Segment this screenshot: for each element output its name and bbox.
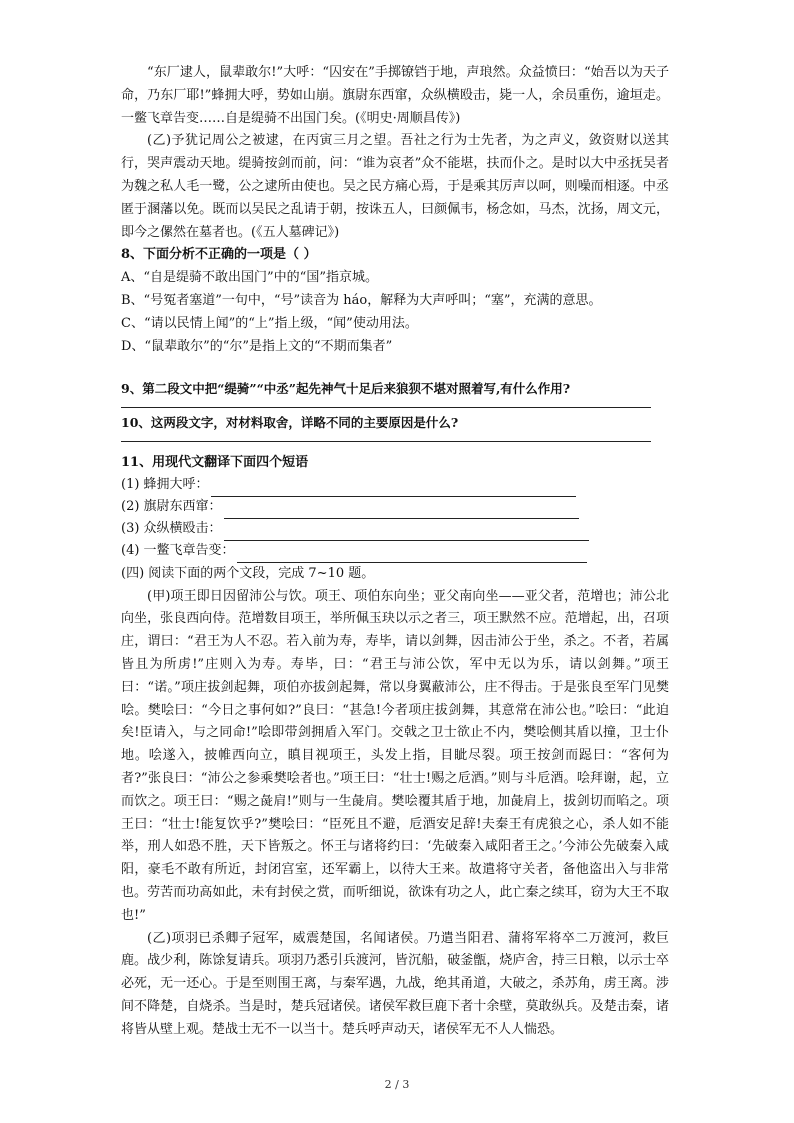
question-11-item-1 — [121, 475, 669, 497]
question-9-title: 9、第二段文中把“缇骑”“中丞”起先神气十足后来狼狈不堪对照着写,有什么作用? — [121, 381, 571, 397]
passage-yi-julu-battle: (乙)项羽已杀卿子冠军，威震楚国，名闻诸侯。乃遣当阳君、蒲将军将卒二万渡河，救巨鹿。战少利，陈馀复请兵。项羽乃悉引兵渡河，皆沉船，破釜甑，烧庐舍，持三日粮，以示士卒必死，无一还心。于是至则围王离，与秦军遇，九战，绝其甬道，大破之，杀苏角，虏王离。涉间不降楚，自烧杀。当是时，楚兵冠诸侯。诸侯军救巨鹿下者十余壁，莫敢纵兵。及楚击秦，诸将皆从壁上观。楚战士无不一以当十。楚兵呼声动天，诸侯军无不人人惴恐。 — [121, 930, 669, 1037]
page-number: 2 / 3 — [384, 1078, 410, 1091]
question-8-option-b: B、“号冤者塞道”一句中，“号”读音为 háo，解释为大声呼叫；“塞”，充满的意思。 — [121, 292, 602, 308]
question-11-item-label: (2) 旗尉东西窜： — [121, 498, 222, 514]
question-8-option-d: D、“鼠辈敢尔”的“尔”是指上文的“不期而集者” — [121, 338, 393, 354]
question-11-item-label: (4) 一鳖飞章告变： — [121, 542, 235, 558]
answer-blank[interactable] — [224, 504, 579, 519]
passage-jia-hongmen-banquet: (甲)项王即日因留沛公与饮。项王、项伯东向坐；亚父南向坐——亚父者，范增也；沛公北向坐，张良西向侍。范增数目项王，举所佩玉玦以示之者三，项王默然不应。范增起，出，召项庄，谓曰：“君王为人不忍。若入前为寿，寿毕，请以剑舞，因击沛公于坐，杀之。不者，若属皆且为所虏!”庄则入为寿。寿毕，曰：“君王与沛公饮，军中无以为乐，请以剑舞。”项王曰：“诺。”项庄拔剑起舞，项伯亦拔剑起舞，常以身翼蔽沛公，庄不得击。于是张良至军门见樊哙。樊哙曰：“今日之事何如?”良曰：“甚急!今者项庄拔剑舞，其意常在沛公也。”哙曰：“此迫矣!臣请入，与之同命!”哙即带剑拥盾入军门。交戟之卫士欲止不内，樊哙侧其盾以撞，卫士仆地。哙遂入，披帷西向立，瞋目视项王，头发上指，目眦尽裂。项王按剑而跽曰：“客何为者?”张良曰：“沛公之参乘樊哙者也。”项王曰：“壮士!赐之卮酒。”则与斗卮酒。哙拜谢，起，立而饮之。项王曰：“赐之彘肩!”则与一生彘肩。樊哙覆其盾于地，加彘肩上，拔剑切而啗之。项王曰：“壮士!能复饮乎?”樊哙曰：“臣死且不避，卮酒安足辞!夫秦王有虎狼之心，杀人如不能举，刑人如恐不胜，天下皆叛之。怀王与诸将约曰：‘先破秦入咸阳者王之。’今沛公先破秦入咸阳，豪毛不敢有所近，封闭宫室，还军霸上，以待大王来。故遣将守关者，备他盗出入与非常也。劳苦而功高如此，未有封侯之赏，而听细说，欲诛有功之人，此亡秦之续耳，窃为大王不取也!” — [121, 588, 669, 923]
passage-jia-ending: “东厂逮人，鼠辈敢尔!”大呼：“囚安在”手掷镣铛于地，声琅然。众益愤曰：“始吾以为天子命，乃东厂耶!”蜂拥大呼，势如山崩。旗尉东西窜，众纵横殴击，毙一人，余员重伤，逾垣走。一鳖飞章告变……自是缇骑不出国门矣。(《明史·周顺昌传》) — [121, 65, 669, 126]
question-8-option-c: C、“请以民情上闻”的“上”指上级，“闻”使动用法。 — [121, 315, 418, 331]
question-10-answer-line[interactable] — [121, 441, 651, 442]
question-11-item-4 — [121, 541, 669, 563]
section-4-intro: (四) 阅读下面的两个文段，完成 7~10 题。 — [121, 565, 375, 581]
question-11-title: 11、用现代文翻译下面四个短语 — [121, 454, 309, 470]
answer-blank[interactable] — [211, 482, 576, 497]
question-11-item-label: (1) 蜂拥大呼： — [121, 476, 209, 492]
passage-yi-wuren-mubeiji: (乙)予犹记周公之被逮，在丙寅三月之望。吾社之行为士先者，为之声义，敛资财以送其行，哭声震动天地。缇骑按剑而前，问：“谁为哀者”众不能堪，扶而仆之。是时以大中丞抚吴者为魏之私人毛一鹭，公之逮所由使也。吴之民方痛心焉，于是乘其厉声以呵，则噪而相逐。中丞匿于溷藩以免。既而以吴民之乱请于朝，按诛五人，曰颜佩韦，杨念如，马杰，沈扬，周文元，即今之傫然在墓者也。(《五人墓碑记》) — [121, 133, 669, 240]
question-8-title: 8、下面分析不正确的一项是（ ） — [121, 247, 317, 263]
question-11-item-2 — [121, 497, 669, 519]
question-11-item-label: (3) 众纵横殴击： — [121, 520, 222, 536]
answer-blank[interactable] — [237, 548, 587, 563]
answer-blank[interactable] — [224, 526, 589, 541]
question-9-answer-line[interactable] — [121, 407, 651, 408]
question-10-title: 10、这两段文字，对材料取舍，详略不同的主要原因是什么? — [121, 415, 459, 431]
question-11-item-3 — [121, 519, 669, 541]
page-content — [121, 62, 669, 1041]
question-8-option-a: A、“自是缇骑不敢出国门”中的“国”指京城。 — [121, 270, 378, 286]
